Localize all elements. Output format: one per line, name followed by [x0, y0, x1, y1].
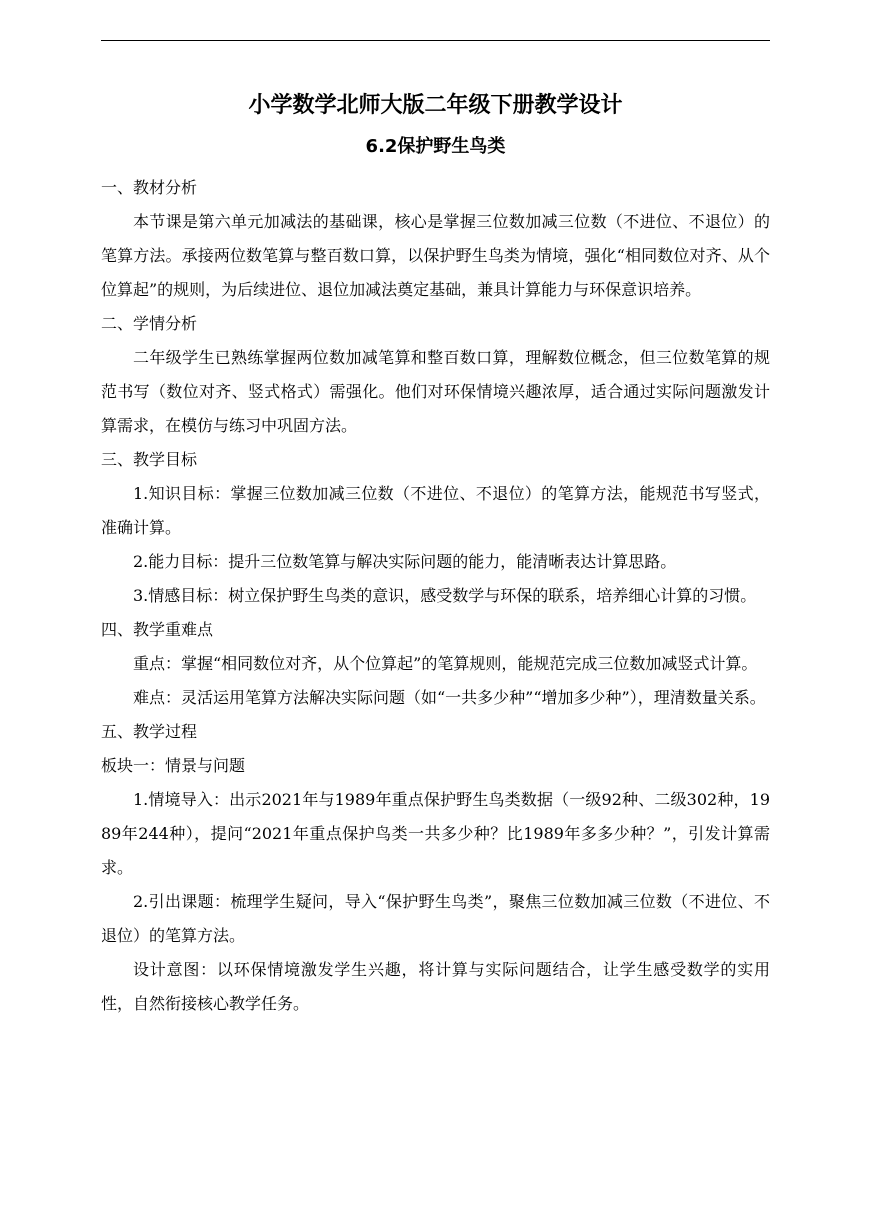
paragraph: 二年级学生已熟练掌握两位数加减笔算和整百数口算，理解数位概念，但三位数笔算的规范书写（数位对齐、竖式格式）需强化。他们对环保情境兴趣浓厚，适合通过实际问题激发计算需求，在模仿与练习中巩固方法。 [101, 348, 770, 435]
paragraph: 本节课是第六单元加减法的基础课，核心是掌握三位数加减三位数（不进位、不退位）的笔算方法。承接两位数笔算与整百数口算，以保护野生鸟类为情境，强化“相同数位对齐、从个位算起”的规则，为后续进位、退位加减法奠定基础，兼具计算能力与环保意识培养。 [101, 212, 770, 299]
section-heading: 一、教材分析 [101, 178, 198, 197]
paragraph: 重点：掌握“相同数位对齐，从个位算起”的笔算规则，能规范完成三位数加减竖式计算。 [133, 654, 758, 673]
document-body [101, 84, 770, 1021]
paragraph: 难点：灵活运用笔算方法解决实际问题（如“一共多少种”“增加多少种”），理清数量关系。 [133, 688, 766, 707]
paragraph: 1.情境导入：出示2021年与1989年重点保护野生鸟类数据（一级92种、二级302种，1989年244种），提问“2021年重点保护鸟类一共多少种？比1989年多多少种？”，引发计算需求。 [101, 790, 770, 877]
section-heading: 二、学情分析 [101, 314, 198, 333]
section-heading: 三、教学目标 [101, 450, 198, 469]
paragraph: 2.引出课题：梳理学生疑问，导入“保护野生鸟类”，聚焦三位数加减三位数（不进位、不退位）的笔算方法。 [101, 892, 770, 945]
paragraph: 3.情感目标：树立保护野生鸟类的意识，感受数学与环保的联系，培养细心计算的习惯。 [133, 586, 757, 605]
paragraph: 2.能力目标：提升三位数笔算与解决实际问题的能力，能清晰表达计算思路。 [133, 552, 677, 571]
document-title: 小学数学北师大版二年级下册教学设计 [248, 93, 623, 118]
section-heading: 四、教学重难点 [101, 620, 214, 639]
paragraph: 1.知识目标：掌握三位数加减三位数（不进位、不退位）的笔算方法，能规范书写竖式，准确计算。 [101, 484, 770, 537]
block-title: 板块一：情景与问题 [101, 756, 246, 775]
paragraph: 设计意图：以环保情境激发学生兴趣，将计算与实际问题结合，让学生感受数学的实用性，自然衔接核心教学任务。 [101, 960, 770, 1013]
lesson-subtitle: 6.2保护野生鸟类 [365, 136, 506, 157]
section-heading: 五、教学过程 [101, 722, 198, 741]
header-rule [101, 40, 770, 41]
